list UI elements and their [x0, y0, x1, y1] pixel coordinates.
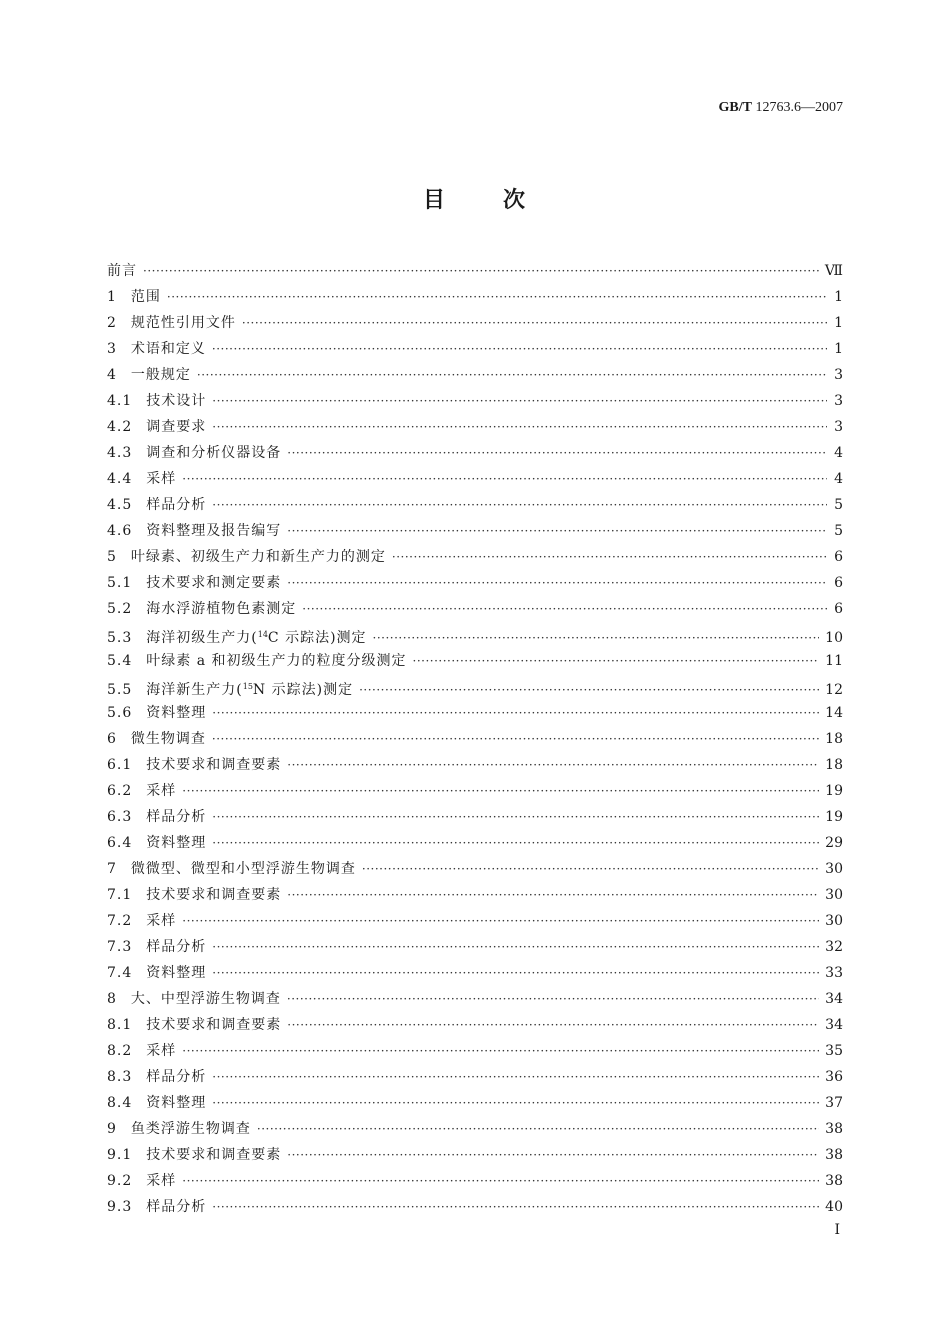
toc-leader-dots	[212, 726, 819, 752]
toc-entry-label	[107, 310, 236, 336]
toc-entry-page: 1	[834, 315, 843, 331]
toc-leader-dots	[413, 648, 820, 674]
toc-entry-label	[107, 778, 176, 804]
toc-leader-dots	[287, 1012, 819, 1038]
toc-entry-number: 5.2	[107, 601, 133, 617]
toc-entry-title: 术语和定义	[130, 341, 206, 357]
toc-entry-label	[107, 1142, 281, 1168]
toc-entry-page: 19	[825, 809, 843, 825]
toc-leader-dots	[182, 778, 819, 804]
toc-entry-title: 规范性引用文件	[130, 315, 236, 331]
toc-entry-number: 5.4	[107, 653, 133, 669]
toc-entry-title: 范围	[130, 289, 161, 305]
toc-leader-dots	[212, 960, 819, 986]
toc-entry-page: 35	[825, 1043, 843, 1059]
toc-entry[interactable]	[107, 310, 843, 336]
toc-entry-number: 4.4	[107, 471, 133, 487]
toc-leader-dots	[212, 388, 827, 414]
toc-entry-title: 微微型、微型和小型浮游生物调查	[130, 861, 356, 877]
toc-entry-label	[107, 752, 281, 778]
toc-entry[interactable]	[107, 1168, 843, 1194]
toc-entry-label	[107, 544, 386, 570]
toc-entry-number: 3	[107, 341, 117, 357]
toc-entry-title: 技术要求和测定要素	[146, 575, 282, 591]
toc-entry-page: 1	[834, 289, 843, 305]
toc-entry-page: 36	[825, 1069, 843, 1085]
toc-leader-dots	[182, 1038, 819, 1064]
toc-entry-title: 样品分析	[146, 1069, 207, 1085]
toc-entry-label	[107, 622, 367, 651]
toc-entry-page: 32	[825, 939, 843, 955]
toc-leader-dots	[362, 856, 819, 882]
toc-leader-dots	[287, 752, 819, 778]
toc-entry-page: 1	[834, 341, 843, 357]
toc-entry-title: 调查和分析仪器设备	[146, 445, 282, 461]
toc-entry-title: 样品分析	[146, 939, 207, 955]
toc-entry-label	[107, 362, 191, 388]
toc-leader-dots	[182, 1168, 819, 1194]
title-char-right: 次	[503, 187, 528, 213]
toc-entry-page: 4	[834, 445, 843, 461]
toc-entry-title: 技术要求和调查要素	[146, 757, 282, 773]
toc-leader-dots	[212, 1064, 819, 1090]
toc-entry-label	[107, 856, 356, 882]
toc-entry[interactable]	[107, 388, 843, 414]
toc-entry-number: 4.1	[107, 393, 133, 409]
toc-leader-dots	[212, 1090, 819, 1116]
toc-entry-page: 34	[825, 1017, 843, 1033]
toc-entry-number: 5	[107, 549, 117, 565]
toc-entry-number: 5.6	[107, 705, 133, 721]
toc-entry-label	[107, 648, 407, 674]
toc-leader-dots	[302, 596, 827, 622]
toc-leader-dots	[212, 1194, 819, 1220]
toc-entry-title: 样品分析	[146, 809, 207, 825]
toc-entry-superscript: 15	[242, 682, 253, 691]
toc-entry-title: 采样	[146, 1043, 177, 1059]
title-char-left: 目	[422, 187, 447, 213]
toc-entry[interactable]	[107, 336, 843, 362]
toc-entry-superscript: 14	[257, 630, 268, 639]
toc-entry-title: 调查要求	[146, 419, 207, 435]
toc-leader-dots	[212, 804, 819, 830]
toc-entry-page: 6	[834, 601, 843, 617]
toc-entry-number: 5.5	[107, 682, 133, 698]
toc-entry-page: 18	[825, 757, 843, 773]
toc-leader-dots	[287, 518, 827, 544]
toc-entry-number: 2	[107, 315, 117, 331]
toc-entry[interactable]	[107, 1090, 843, 1116]
toc-entry-number: 7.3	[107, 939, 133, 955]
toc-entry-title: 采样	[146, 783, 177, 799]
page-title	[0, 183, 950, 214]
toc-leader-dots	[287, 440, 827, 466]
toc-entry-number: 9.2	[107, 1173, 133, 1189]
toc-entry-title-suffix: N 示踪法)测定	[252, 682, 354, 698]
toc-leader-dots	[167, 284, 827, 310]
toc-entry-label	[107, 700, 206, 726]
toc-entry-page: 38	[825, 1147, 843, 1163]
toc-entry-title: 资料整理	[146, 835, 207, 851]
toc-entry-title: 资料整理	[146, 1095, 207, 1111]
toc-entry-number: 6.3	[107, 809, 133, 825]
toc-entry[interactable]	[107, 882, 843, 908]
toc-entry-page: 18	[825, 731, 843, 747]
toc-entry-page: 40	[825, 1199, 843, 1215]
toc-entry-number: 7.1	[107, 887, 133, 903]
toc-entry[interactable]	[107, 284, 843, 310]
toc-entry-page: 30	[825, 861, 843, 877]
page-number: I	[834, 1222, 840, 1238]
toc-entry[interactable]	[107, 986, 843, 1012]
toc-entry-number: 4	[107, 367, 117, 383]
toc-entry[interactable]	[107, 674, 843, 700]
toc-entry-page: 38	[825, 1121, 843, 1137]
toc-entry-title: 叶绿素 a 和初级生产力的粒度分级测定	[146, 653, 407, 669]
toc-leader-dots	[197, 362, 827, 388]
toc-entry-label	[107, 466, 176, 492]
toc-entry-title: 海水浮游植物色素测定	[146, 601, 297, 617]
toc-entry-title: 采样	[146, 1173, 177, 1189]
toc-entry-label	[107, 284, 161, 310]
toc-entry-title: 资料整理	[146, 705, 207, 721]
toc-entry-page: 19	[825, 783, 843, 799]
toc-entry-page: 12	[825, 682, 843, 698]
toc-entry[interactable]	[107, 908, 843, 934]
toc-leader-dots	[212, 414, 827, 440]
toc-entry[interactable]	[107, 1038, 843, 1064]
toc-entry[interactable]	[107, 518, 843, 544]
toc-entry-page: 6	[834, 575, 843, 591]
toc-entry-number: 7	[107, 861, 117, 877]
toc-entry-label	[107, 1064, 206, 1090]
toc-entry-label	[107, 674, 353, 703]
toc-entry-label	[107, 1090, 206, 1116]
toc-entry[interactable]	[107, 440, 843, 466]
toc-entry-label	[107, 570, 281, 596]
toc-entry-label	[107, 986, 281, 1012]
toc-leader-dots	[287, 986, 819, 1012]
toc-entry-page: Ⅶ	[824, 263, 843, 279]
toc-entry-label	[107, 804, 206, 830]
toc-entry-number: 5.3	[107, 630, 133, 646]
toc-entry-number: 8	[107, 991, 117, 1007]
toc-leader-dots	[212, 336, 827, 362]
toc-entry[interactable]	[107, 544, 843, 570]
toc-entry-title: 一般规定	[130, 367, 191, 383]
toc-entry[interactable]	[107, 700, 843, 726]
toc-entry-number: 7.4	[107, 965, 133, 981]
toc-entry-label	[107, 388, 206, 414]
toc-entry-number: 9	[107, 1121, 117, 1137]
toc-entry[interactable]	[107, 570, 843, 596]
toc-entry-title: 技术要求和调查要素	[146, 1147, 282, 1163]
toc-leader-dots	[287, 570, 827, 596]
toc-entry-page: 4	[834, 471, 843, 487]
toc-entry-number: 5.1	[107, 575, 133, 591]
toc-entry-title: 样品分析	[146, 1199, 207, 1215]
toc-entry-number: 4.3	[107, 445, 133, 461]
toc-entry-page: 3	[834, 393, 843, 409]
toc-leader-dots	[287, 882, 819, 908]
toc-entry-label	[107, 1194, 206, 1220]
toc-entry-title: 海洋初级生产力(	[146, 630, 258, 646]
toc-entry[interactable]	[107, 752, 843, 778]
toc-leader-dots	[257, 1116, 819, 1142]
toc-entry-page: 29	[825, 835, 843, 851]
toc-entry-label	[107, 1116, 251, 1142]
toc-entry-label	[107, 830, 206, 856]
toc-entry-title-suffix: C 示踪法)测定	[267, 630, 367, 646]
toc-entry-page: 3	[834, 419, 843, 435]
toc-entry-title: 技术要求和调查要素	[146, 1017, 282, 1033]
toc-entry[interactable]	[107, 960, 843, 986]
toc-entry-label	[107, 492, 206, 518]
toc-entry-number: 8.4	[107, 1095, 133, 1111]
toc-entry[interactable]	[107, 1064, 843, 1090]
toc-entry-label	[107, 726, 206, 752]
toc-entry-label	[107, 440, 281, 466]
toc-entry-page: 30	[825, 913, 843, 929]
toc-entry[interactable]	[107, 414, 843, 440]
toc-entry-page: 33	[825, 965, 843, 981]
toc-entry-label	[107, 1012, 281, 1038]
toc-leader-dots	[212, 830, 819, 856]
toc-leader-dots	[212, 492, 827, 518]
toc-entry[interactable]	[107, 1142, 843, 1168]
toc-entry-page: 5	[834, 497, 843, 513]
toc-entry-page: 11	[825, 653, 843, 669]
toc-entry-title: 前言	[107, 263, 137, 279]
toc-entry-page: 37	[825, 1095, 843, 1111]
toc-entry-label	[107, 336, 206, 362]
toc-entry[interactable]	[107, 934, 843, 960]
toc-entry-page: 38	[825, 1173, 843, 1189]
toc-entry-page: 14	[825, 705, 843, 721]
toc-entry-label	[107, 1168, 176, 1194]
toc-entry-title: 资料整理	[146, 965, 207, 981]
toc-entry[interactable]	[107, 778, 843, 804]
toc-entry[interactable]	[107, 804, 843, 830]
toc-entry-page: 6	[834, 549, 843, 565]
toc-entry-number: 7.2	[107, 913, 133, 929]
toc-entry[interactable]	[107, 492, 843, 518]
toc-leader-dots	[392, 544, 827, 570]
toc-entry-title: 叶绿素、初级生产力和新生产力的测定	[130, 549, 386, 565]
toc-entry[interactable]	[107, 258, 843, 284]
toc-entry[interactable]	[107, 830, 843, 856]
toc-leader-dots	[287, 1142, 819, 1168]
toc-entry-number: 6.2	[107, 783, 133, 799]
toc-entry[interactable]	[107, 726, 843, 752]
toc-entry-label	[107, 908, 176, 934]
toc-entry-title: 技术要求和调查要素	[146, 887, 282, 903]
toc-entry-page: 10	[825, 630, 843, 646]
toc-entry-label	[107, 258, 137, 284]
toc-leader-dots	[212, 934, 819, 960]
toc-entry-title: 海洋新生产力(	[146, 682, 243, 698]
toc-entry-number: 8.2	[107, 1043, 133, 1059]
toc-entry-number: 4.5	[107, 497, 133, 513]
toc-entry-number: 6.1	[107, 757, 133, 773]
toc-entry-title: 大、中型浮游生物调查	[130, 991, 281, 1007]
toc-entry-label	[107, 1038, 176, 1064]
document-code-prefix: GB/T	[718, 100, 752, 115]
toc-entry-page: 30	[825, 887, 843, 903]
toc-entry[interactable]	[107, 1012, 843, 1038]
toc-entry-number: 9.3	[107, 1199, 133, 1215]
toc-entry-number: 6.4	[107, 835, 133, 851]
toc-entry-label	[107, 934, 206, 960]
toc-entry[interactable]	[107, 1116, 843, 1142]
toc-entry[interactable]	[107, 648, 843, 674]
toc-entry-page: 34	[825, 991, 843, 1007]
toc-entry-title: 资料整理及报告编写	[146, 523, 282, 539]
toc-entry-label	[107, 960, 206, 986]
toc-entry-label	[107, 596, 296, 622]
toc-entry-number: 4.2	[107, 419, 133, 435]
toc-leader-dots	[143, 258, 819, 284]
toc-entry-label	[107, 414, 206, 440]
toc-entry-title: 样品分析	[146, 497, 207, 513]
toc-entry[interactable]	[107, 1194, 843, 1220]
toc-entry-title: 鱼类浮游生物调查	[130, 1121, 251, 1137]
toc-entry[interactable]	[107, 466, 843, 492]
table-of-contents	[107, 258, 843, 1220]
toc-entry[interactable]	[107, 622, 843, 648]
toc-entry[interactable]	[107, 596, 843, 622]
toc-leader-dots	[242, 310, 827, 336]
toc-entry-label	[107, 518, 281, 544]
toc-entry-title: 采样	[146, 913, 177, 929]
toc-entry-title: 技术设计	[146, 393, 207, 409]
toc-entry[interactable]	[107, 362, 843, 388]
toc-entry[interactable]	[107, 856, 843, 882]
toc-entry-label	[107, 882, 281, 908]
toc-leader-dots	[182, 466, 827, 492]
document-code	[719, 100, 843, 116]
toc-entry-page: 3	[834, 367, 843, 383]
toc-leader-dots	[182, 908, 819, 934]
document-code-number: 12763.6—2007	[752, 100, 843, 115]
toc-entry-number: 4.6	[107, 523, 133, 539]
toc-entry-number: 9.1	[107, 1147, 133, 1163]
toc-entry-number: 8.1	[107, 1017, 133, 1033]
toc-entry-number: 8.3	[107, 1069, 133, 1085]
toc-entry-title: 微生物调查	[130, 731, 206, 747]
toc-entry-page: 5	[834, 523, 843, 539]
toc-leader-dots	[212, 700, 819, 726]
toc-entry-number: 1	[107, 289, 117, 305]
toc-entry-number: 6	[107, 731, 117, 747]
toc-entry-title: 采样	[146, 471, 177, 487]
